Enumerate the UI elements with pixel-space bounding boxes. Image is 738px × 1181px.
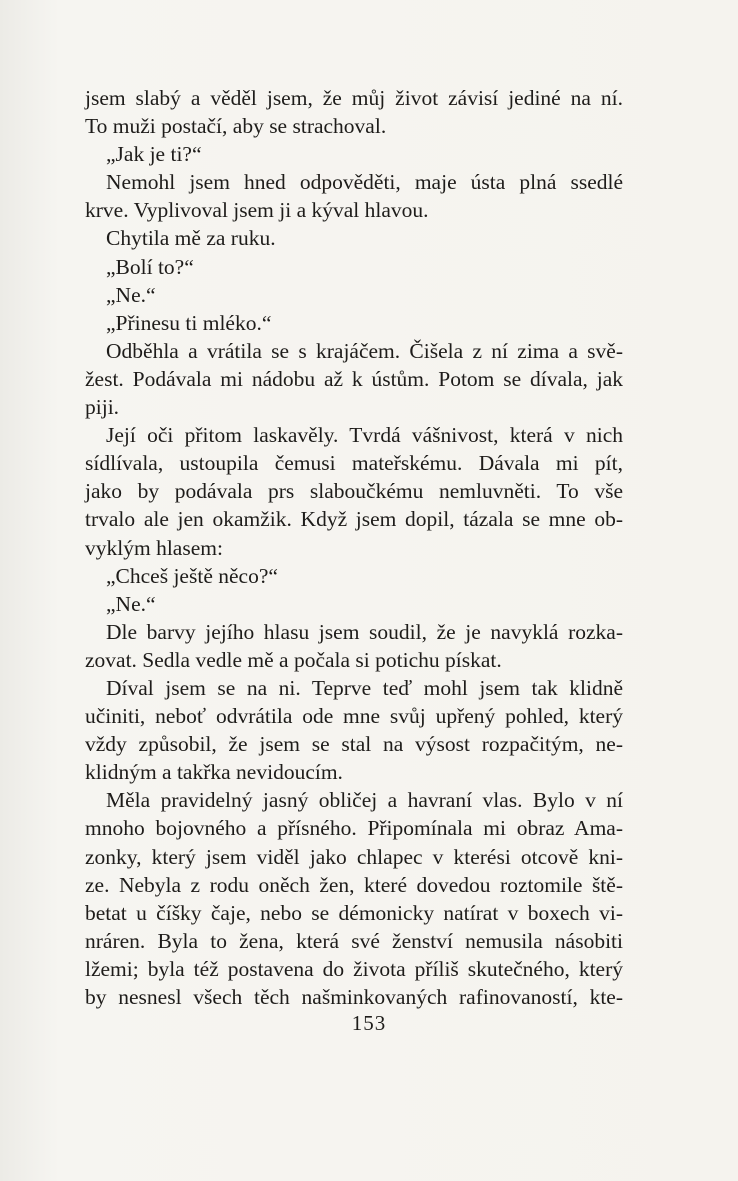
- text-line: To muži postačí, aby se strachoval.: [85, 114, 387, 139]
- text-line: Nemohl jsem hned odpověděti, maje ústa plná ssedlé: [106, 170, 623, 195]
- text-line: jako by podávala prs slaboučkému nemluvněti. To vše: [85, 479, 623, 504]
- text-line: učiniti, neboť odvrátila ode mne svůj upřený pohled, který: [85, 704, 623, 729]
- text-line: betat u číšky čaje, nebo se démonicky natírat v boxech vi-: [85, 900, 623, 925]
- text-line: krve. Vyplivoval jsem ji a kýval hlavou.: [85, 198, 429, 223]
- text-line: žest. Podávala mi nádobu až k ústům. Potom se dívala, jak: [85, 366, 623, 391]
- text-line: Chytila mě za ruku.: [106, 226, 276, 251]
- text-line: vyklým hlasem:: [85, 535, 223, 560]
- text-line: Měla pravidelný jasný obličej a havraní vlas. Bylo v ní: [106, 788, 623, 813]
- text-line: „Ne.“: [106, 591, 156, 616]
- text-line: „Chceš ještě něco?“: [106, 563, 278, 588]
- text-line: Díval jsem se na ni. Teprve teď mohl jsem tak klidně: [106, 675, 623, 700]
- text-line: zovat. Sedla vedle mě a počala si potichu pískat.: [85, 647, 502, 672]
- text-line: Dle barvy jejího hlasu jsem soudil, že je navyklá rozka-: [106, 619, 623, 644]
- text-line: trvalo ale jen okamžik. Když jsem dopil, tázala se mne ob-: [85, 507, 623, 532]
- text-line: vždy způsobil, že jsem se stal na výsost rozpačitým, ne-: [85, 732, 623, 757]
- text-line: zonky, který jsem viděl jako chlapec v kterési otcově kni-: [85, 844, 623, 869]
- text-line: lžemi; byla též postavena do života příliš skutečného, který: [85, 956, 623, 981]
- text-line: „Přinesu ti mléko.“: [106, 310, 272, 335]
- text-line: sídlívala, ustoupila čemusi mateřskému. Dávala mi pít,: [85, 451, 623, 476]
- text-line: mnoho bojovného a přísného. Připomínala mi obraz Ama-: [85, 816, 623, 841]
- text-line: „Ne.“: [106, 282, 156, 307]
- text-line: klidným a takřka nevidoucím.: [85, 760, 343, 785]
- text-line: Její oči přitom laskavěly. Tvrdá vášnivost, která v nich: [106, 423, 623, 448]
- page-number: 153: [351, 1011, 387, 1035]
- text-line: ze. Nebyla z rodu oněch žen, které dovedou roztomile ště-: [85, 872, 623, 897]
- text-line: by nesnesl všech těch našminkovaných rafinovaností, kte-: [85, 985, 623, 1009]
- text-line: „Jak je ti?“: [106, 142, 202, 167]
- text-line: „Bolí to?“: [106, 254, 194, 279]
- body-text: [85, 84, 623, 1011]
- text-line: nráren. Byla to žena, která své ženství nemusila násobiti: [85, 928, 623, 953]
- text-line: jsem slabý a věděl jsem, že můj život závisí jediné na ní.: [85, 86, 623, 110]
- text-line: Odběhla a vrátila se s krajáčem. Čišela z ní zima a svě-: [106, 338, 623, 363]
- text-line: piji.: [85, 395, 120, 420]
